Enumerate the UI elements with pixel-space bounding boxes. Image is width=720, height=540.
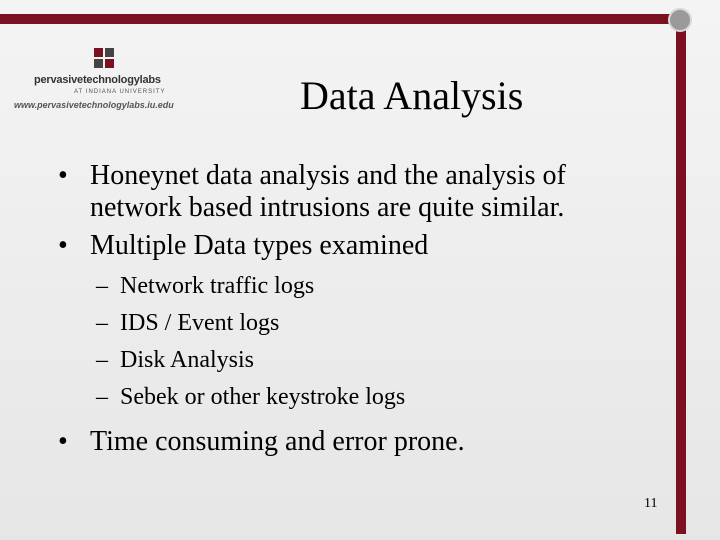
logo-mark-icon [92,46,116,70]
dash-glyph: – [96,273,108,299]
sub-bullet-text: Sebek or other keystroke logs [120,384,406,410]
page-number: 11 [644,496,658,511]
bullet-text: Multiple Data types examined [90,230,429,261]
bullet-text: Time consuming and error prone. [90,426,465,457]
slide-content [58,160,658,464]
dash-glyph: – [96,310,108,336]
bullet-item [58,160,658,224]
right-accent-bar [676,24,686,534]
dash-glyph: – [96,347,108,373]
logo-subtitle: AT INDIANA UNIVERSITY [74,89,166,95]
logo-name: pervasivetechnologylabs [34,74,161,86]
sub-bullet-item [58,342,658,379]
sub-bullet-text: IDS / Event logs [120,310,280,336]
bullet-glyph: • [58,160,68,191]
sub-bullet-text: Disk Analysis [120,347,255,373]
dash-glyph: – [96,384,108,410]
slide-title: Data Analysis [300,73,524,118]
logo [14,42,194,122]
logo-url: www.pervasivetechnologylabs.iu.edu [14,100,174,110]
sub-bullet-item [58,305,658,342]
top-accent-bar [0,14,682,24]
bullet-item [58,426,658,458]
bullet-text: Honeynet data analysis and the analysis of network based intrusions are quite similar. [90,160,566,223]
sub-bullet-item [58,268,658,305]
bullet-glyph: • [58,230,68,261]
bullet-glyph: • [58,426,68,457]
sub-bullet-list [58,268,658,416]
sub-bullet-text: Network traffic logs [120,273,315,299]
bullet-item [58,230,658,262]
corner-circle-decoration [668,8,692,32]
sub-bullet-item [58,379,658,416]
